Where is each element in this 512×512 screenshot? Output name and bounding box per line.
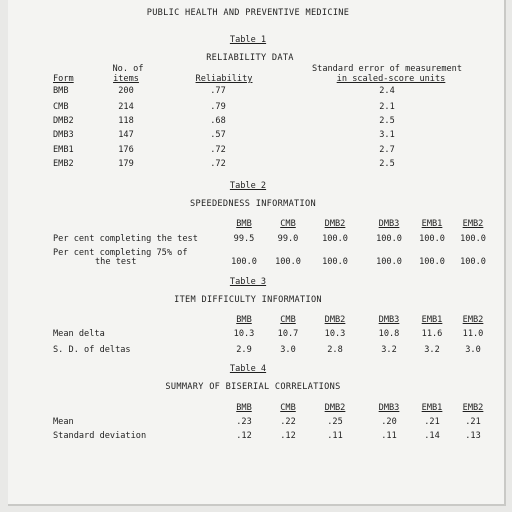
table2-title: SPEEDEDNESS INFORMATION	[190, 199, 316, 209]
table2-row1-label: Per cent completing the test	[53, 234, 198, 244]
page-header: PUBLIC HEALTH AND PREVENTIVE MEDICINE	[146, 8, 350, 18]
table4-row2-cell: .11	[381, 431, 397, 441]
table1-cell-items: 179	[118, 159, 134, 169]
table1-col-reliability: Reliability	[195, 74, 253, 84]
table1-col-form: Form	[53, 74, 74, 84]
table2-row1-cell: 100.0	[376, 234, 402, 244]
table1-cell-form: BMB	[53, 86, 69, 96]
table2-col-header: EMB1	[421, 219, 443, 229]
table3-row2-cell: 3.2	[424, 345, 440, 355]
table2-row1-cell: 99.0	[277, 234, 299, 244]
document-page	[8, 0, 506, 506]
table2-row2-cell: 100.0	[419, 257, 445, 267]
table1-cell-reliability: .68	[210, 116, 226, 126]
table2-row1-cell: 100.0	[322, 234, 348, 244]
table1-col-items-line1: No. of	[112, 64, 144, 74]
table1-cell-se: 2.4	[379, 86, 395, 96]
table2-col-header: DMB3	[378, 219, 400, 229]
table4-row1-cell: .25	[327, 417, 343, 427]
table2-row2-cell: 100.0	[460, 257, 486, 267]
table3-row2-cell: 3.0	[465, 345, 481, 355]
table1-cell-reliability: .79	[210, 102, 226, 112]
table4-row2-cell: .12	[236, 431, 252, 441]
table3-row1-cell: 10.8	[378, 329, 400, 339]
table4-row2-cell: .11	[327, 431, 343, 441]
table2-row1-cell: 100.0	[419, 234, 445, 244]
table4-row2-cell: .14	[424, 431, 440, 441]
table3-row1-cell: 11.0	[462, 329, 484, 339]
table2-col-header: EMB2	[462, 219, 484, 229]
table4-col-header: EMB1	[421, 403, 443, 413]
table3-title: ITEM DIFFICULTY INFORMATION	[174, 295, 322, 305]
table3-col-header: EMB2	[462, 315, 484, 325]
table2-row1-cell: 99.5	[233, 234, 255, 244]
table2-row1-cell: 100.0	[460, 234, 486, 244]
table1-cell-items: 147	[118, 130, 134, 140]
table3-row2-cell: 3.0	[280, 345, 296, 355]
table1-cell-form: EMB1	[53, 145, 74, 155]
table1-cell-items: 214	[118, 102, 134, 112]
table3-row2-cell: 3.2	[381, 345, 397, 355]
table1-cell-se: 2.7	[379, 145, 395, 155]
table2-col-header: BMB	[236, 219, 252, 229]
table4-col-header: CMB	[280, 403, 296, 413]
table1-cell-se: 2.1	[379, 102, 395, 112]
table4-label: Table 4	[229, 364, 267, 374]
table1-cell-form: DMB3	[53, 130, 74, 140]
table3-row2-cell: 2.9	[236, 345, 252, 355]
table4-row1-cell: .22	[280, 417, 296, 427]
table4-col-header: BMB	[236, 403, 252, 413]
table3-col-header: BMB	[236, 315, 252, 325]
table2-col-header: CMB	[280, 219, 296, 229]
table1-cell-items: 176	[118, 145, 134, 155]
table1-col-se-line1: Standard error of measurement	[311, 64, 463, 74]
table3-col-header: EMB1	[421, 315, 443, 325]
table1-cell-form: EMB2	[53, 159, 74, 169]
table4-col-header: DMB2	[324, 403, 346, 413]
table1-cell-reliability: .72	[210, 159, 226, 169]
table4-col-header: DMB3	[378, 403, 400, 413]
table3-row1-cell: 10.3	[233, 329, 255, 339]
table1-cell-se: 2.5	[379, 116, 395, 126]
table1-title: RELIABILITY DATA	[206, 53, 294, 63]
table3-label: Table 3	[229, 277, 267, 287]
table1-col-items-line2: items	[113, 74, 139, 84]
table3-row2-cell: 2.8	[327, 345, 343, 355]
table4-row2-cell: .13	[465, 431, 481, 441]
table4-title: SUMMARY OF BISERIAL CORRELATIONS	[165, 382, 341, 392]
table1-cell-items: 200	[118, 86, 134, 96]
table4-row1-cell: .21	[424, 417, 440, 427]
table1-cell-reliability: .57	[210, 130, 226, 140]
table2-row2-label-line1: Per cent completing 75% of	[53, 248, 188, 258]
table3-row1-cell: 10.3	[324, 329, 346, 339]
table1-cell-reliability: .77	[210, 86, 226, 96]
table2-row2-label-line2: the test	[95, 257, 137, 267]
table1-label: Table 1	[229, 35, 267, 45]
table4-row1-label: Mean	[53, 417, 74, 427]
table4-row2-label: Standard deviation	[53, 431, 147, 441]
table4-col-header: EMB2	[462, 403, 484, 413]
table2-row2-cell: 100.0	[275, 257, 301, 267]
table4-row2-cell: .12	[280, 431, 296, 441]
table2-row2-cell: 100.0	[322, 257, 348, 267]
table3-row1-label: Mean delta	[53, 329, 105, 339]
table1-cell-form: CMB	[53, 102, 69, 112]
table1-cell-se: 2.5	[379, 159, 395, 169]
table3-col-header: CMB	[280, 315, 296, 325]
table1-cell-items: 118	[118, 116, 134, 126]
table1-col-se-line2: in scaled-score units	[336, 74, 446, 84]
table1-cell-reliability: .72	[210, 145, 226, 155]
table1-cell-se: 3.1	[379, 130, 395, 140]
table3-col-header: DMB3	[378, 315, 400, 325]
table1-cell-form: DMB2	[53, 116, 74, 126]
table2-row2-cell: 100.0	[231, 257, 257, 267]
table2-label: Table 2	[229, 181, 267, 191]
table3-row1-cell: 11.6	[421, 329, 443, 339]
table4-row1-cell: .21	[465, 417, 481, 427]
table3-row1-cell: 10.7	[277, 329, 299, 339]
table3-row2-label: S. D. of deltas	[53, 345, 131, 355]
table4-row1-cell: .20	[381, 417, 397, 427]
table2-row2-cell: 100.0	[376, 257, 402, 267]
table2-col-header: DMB2	[324, 219, 346, 229]
table4-row1-cell: .23	[236, 417, 252, 427]
table3-col-header: DMB2	[324, 315, 346, 325]
